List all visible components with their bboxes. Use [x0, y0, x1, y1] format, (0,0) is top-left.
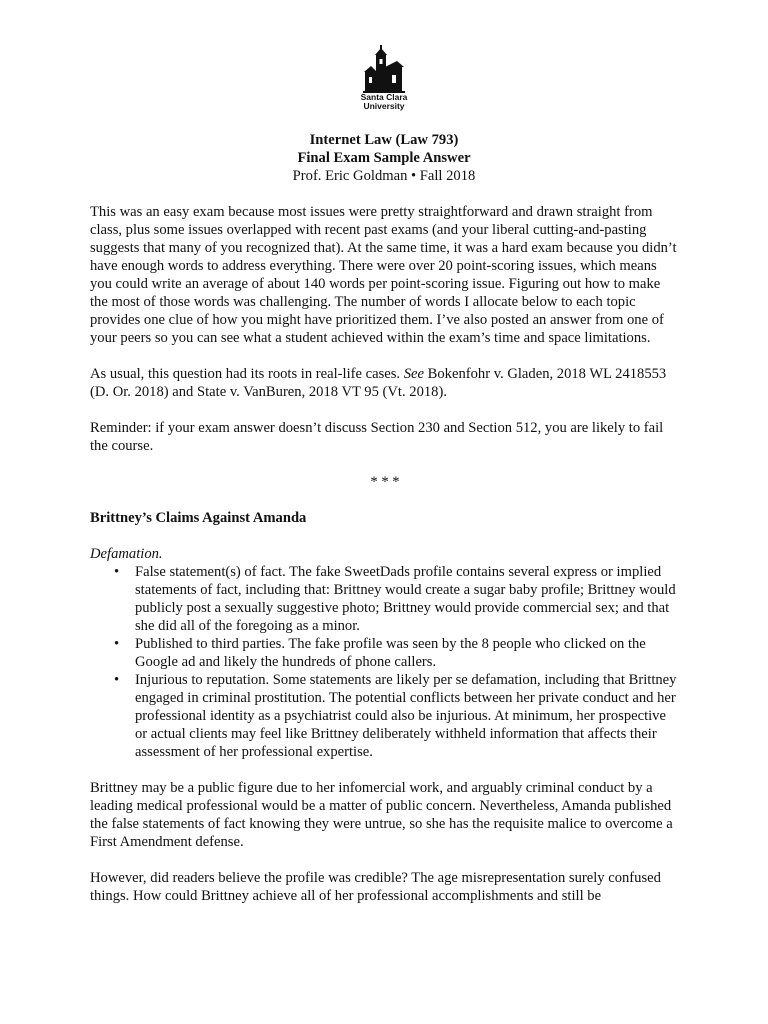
document-header [0, 131, 768, 185]
intro-paragraph-2-text: As usual, this question had its roots in real-life cases. [90, 366, 404, 382]
clock-tower-icon [363, 45, 405, 93]
public-figure-paragraph: Brittney may be a public figure due to her infomercial work, and arguably criminal conduct by a leading medical professional would be a matter of public concern. Nevertheless, Amanda published the false statements of fact knowing they were untrue, so she has the requisite malice to overcome a First Amendment defense. [90, 780, 673, 850]
list-item [114, 671, 680, 761]
document-body [90, 203, 680, 923]
subheading-defamation: Defamation. [90, 546, 163, 562]
exam-title: Final Exam Sample Answer [297, 150, 471, 166]
see-signal: See [403, 366, 424, 382]
credibility-paragraph: However, did readers believe the profile was credible? The age misrepresentation surely confused things. How could Brittney achieve all of her professional accomplishments and still be [90, 870, 661, 904]
case-citations: Bokenfohr v. Gladen, 2018 WL 2418553 (D. Or. 2018) and State v. VanBuren, 2018 VT 95 (Vt. 2018). [90, 366, 667, 400]
logo-line-2: University [363, 101, 405, 111]
bullet-icon: • [114, 636, 120, 652]
defamation-elements-list [90, 563, 680, 761]
bullet-icon: • [114, 564, 120, 580]
list-item-text: Injurious to reputation. Some statements are likely per se defamation, including that Brittney engaged in criminal prostitution. The potential conflicts between her private conduct and her professional identity as a psychiatrist could also be injurious. At minimum, her prospective or actual clients may feel like Brittney deliberately withheld information that affects their assessment of her professional expertise. [135, 672, 677, 760]
list-item [114, 563, 680, 635]
intro-paragraph-1: This was an easy exam because most issues were pretty straightforward and drawn straight from class, plus some issues overlapped with recent past exams (and your liberal cutting-and-pasting suggests that many of you recognized that). At the same time, it was a hard exam because you didn’t have enough words to address everything. There were over 20 point-scoring issues, which means you could write an average of about 140 words per point-scoring issue. Figuring out how to make the most of those words was challenging. The number of words I allocate below to each topic provides one clue of how you might have prioritized them. I’ve also posted an answer from one of your peers so you can see what a student achieved within the exam’s time and space limitations. [90, 204, 677, 346]
list-item [114, 635, 680, 671]
section-separator: * * * [370, 474, 400, 490]
list-item-text: Published to third parties. The fake profile was seen by the 8 people who clicked on the Google ad and likely the hundreds of phone callers. [135, 636, 646, 670]
course-title: Internet Law (Law 793) [309, 132, 459, 148]
intro-paragraph-2 [90, 365, 680, 401]
list-item-text: False statement(s) of fact. The fake SweetDads profile contains several express or implied statements of fact, including that: Brittney would create a sugar baby profile; Brittney would publicly post a sexually suggestive photo; Brittney would provide commercial sex; and that she did all of the foregoing as a minor. [135, 564, 676, 634]
section-heading: Brittney’s Claims Against Amanda [90, 510, 307, 526]
reminder-paragraph: Reminder: if your exam answer doesn’t discuss Section 230 and Section 512, you are likely to fail the course. [90, 420, 664, 454]
byline: Prof. Eric Goldman • Fall 2018 [292, 168, 476, 184]
university-logo [356, 45, 412, 111]
logo-line-1: Santa Clara [360, 92, 408, 102]
bullet-icon: • [114, 672, 120, 688]
